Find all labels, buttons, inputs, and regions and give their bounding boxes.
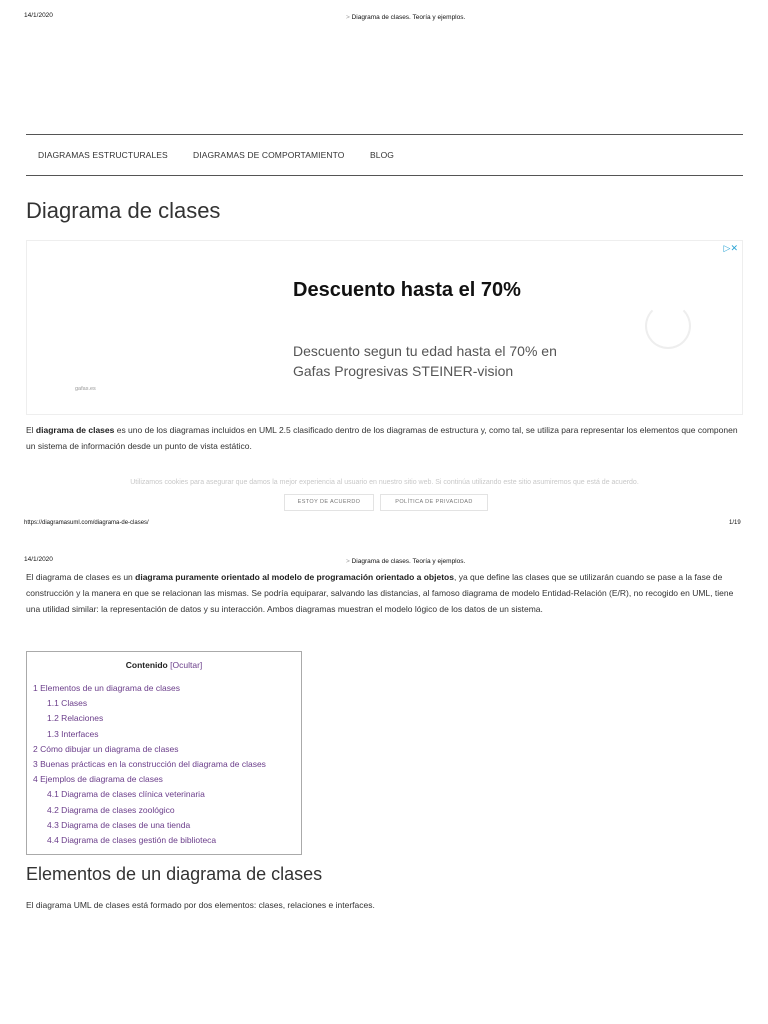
print-title-2 xyxy=(346,558,465,565)
cookie-notice: Utilizamos cookies para asegurar que damos la mejor experiencia al usuario en nuestro sitio web. Si continúa utilizando este sitio asumiremos que está de acuerdo. xyxy=(130,479,639,486)
intro-post: es uno de los diagramas incluidos en UML 2.5 clasificado dentro de los diagramas de estructura y, como tal, se utiliza para representar los elementos que componen un sistema de información desde un punto de vista estático. xyxy=(26,425,738,451)
intro-pre: El xyxy=(26,425,36,435)
toc-hide-link[interactable]: [Ocultar] xyxy=(170,660,203,670)
ad-banner[interactable] xyxy=(26,240,743,415)
toc-item-2[interactable]: 2 Cómo dibujar un diagrama de clases xyxy=(33,743,179,754)
bullet-icon: > xyxy=(346,14,350,21)
para2-pre: El diagrama de clases es un xyxy=(26,572,136,582)
para2-bold: diagrama puramente orientado al modelo de programación orientado a objetos xyxy=(135,572,454,582)
print-page-number: 1/19 xyxy=(729,520,741,526)
toc-item-4-4[interactable]: 4.4 Diagrama de clases gestión de biblioteca xyxy=(47,835,217,846)
ad-domain[interactable]: gafas.es xyxy=(75,386,96,392)
toc-heading: Contenido xyxy=(125,660,168,670)
toc-item-3[interactable]: 3 Buenas prácticas en la construcción del diagrama de clases xyxy=(33,759,266,770)
main-nav xyxy=(26,134,743,176)
toc-item-4[interactable]: 4 Ejemplos de diagrama de clases xyxy=(33,774,163,785)
intro-bold: diagrama de clases xyxy=(35,425,115,435)
nav-item-comportamiento[interactable]: DIAGRAMAS DE COMPORTAMIENTO xyxy=(193,150,345,160)
print-url: https://diagramasuml.com/diagrama-de-clases/ xyxy=(24,520,149,526)
print-title xyxy=(346,14,465,21)
toc-header xyxy=(33,660,295,670)
cookie-privacy-button[interactable]: POLÍTICA DE PRIVACIDAD xyxy=(380,494,488,511)
cookie-accept-button[interactable]: ESTOY DE ACUERDO xyxy=(284,494,374,511)
bullet-icon: > xyxy=(346,558,350,565)
ad-spinner-icon xyxy=(645,303,691,349)
description-paragraph xyxy=(26,569,746,617)
para2-post: , ya que define las clases que se utilizarán cuando se pase a la fase de construcción y la manera en que se relacionan las mismas. Se podría equiparar, salvando las distancias, al famoso diagrama de modelo Entidad-Relación (E/R), no recogido en UML, tiene una utilidad similar: la representación de datos y su interacción. Ambos diagramas muestran el modelo lógico de los datos de un sistema. xyxy=(26,572,734,614)
toc-item-1-2[interactable]: 1.2 Relaciones xyxy=(47,713,104,724)
toc-item-4-2[interactable]: 4.2 Diagrama de clases zoológico xyxy=(47,804,175,815)
toc-item-1-1[interactable]: 1.1 Clases xyxy=(47,698,88,709)
print-date: 14/1/2020 xyxy=(24,12,53,19)
nav-item-blog[interactable]: BLOG xyxy=(370,150,395,160)
nav-item-estructurales[interactable]: DIAGRAMAS ESTRUCTURALES xyxy=(38,150,168,160)
table-of-contents xyxy=(26,651,302,855)
toc-item-4-3[interactable]: 4.3 Diagrama de clases de una tienda xyxy=(47,819,191,830)
toc-item-1[interactable]: 1 Elementos de un diagrama de clases xyxy=(33,683,180,693)
print-title-text: Diagrama de clases. Teoría y ejemplos. xyxy=(351,14,466,21)
ad-text[interactable]: Descuento segun tu edad hasta el 70% en Gafas Progresivas STEINER-vision xyxy=(293,343,557,379)
page-title: Diagrama de clases xyxy=(26,198,221,223)
toc-item-4-1[interactable]: 4.1 Diagrama de clases clínica veterinaria xyxy=(47,789,205,800)
print-title-2-text: Diagrama de clases. Teoría y ejemplos. xyxy=(351,558,466,565)
ad-title[interactable]: Descuento hasta el 70% xyxy=(293,279,521,301)
intro-paragraph xyxy=(26,422,746,454)
section-paragraph: El diagrama UML de clases está formado por dos elementos: clases, relaciones e interfaces. xyxy=(26,900,375,910)
toc-item-1-3[interactable]: 1.3 Interfaces xyxy=(47,728,99,739)
ad-choices-icon[interactable]: ▷✕ xyxy=(723,243,738,253)
section-heading: Elementos de un diagrama de clases xyxy=(26,864,323,884)
print-date-2: 14/1/2020 xyxy=(24,556,53,563)
